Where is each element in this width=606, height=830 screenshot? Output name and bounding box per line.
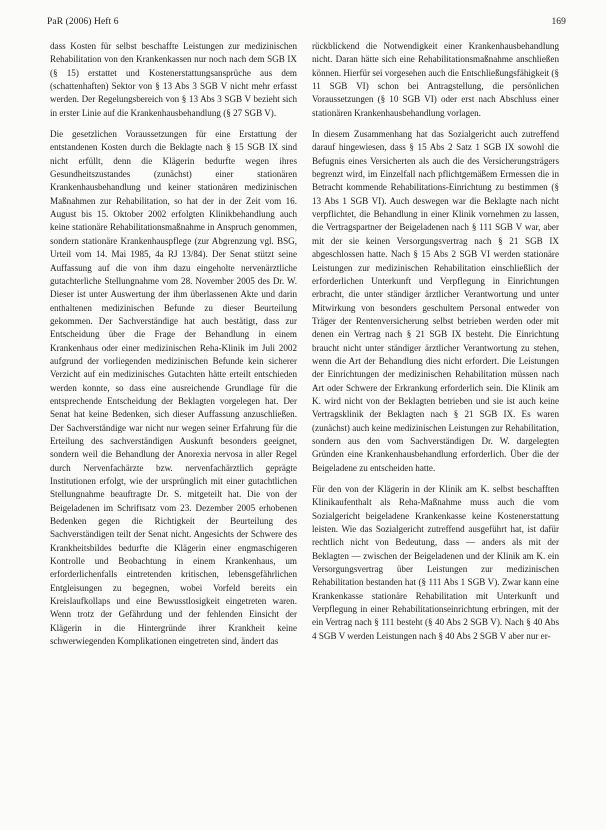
paragraph: In diesem Zusammenhang hat das Sozialgericht auch zutreffend darauf hingewiesen, dass § 15 Abs 2 Satz 1 SGB IX sowohl die Befugnis eines Versicherten als auch die des Versicherungsträgers begrenzt wird, im Einzelfall nach pflichtgemäßem Ermessen die in Betracht kommende Rehabilitations-Einrichtung zu bestimmen (§ 13 Abs 1 SGB VI). Auch deswegen war die Beklagte nach nicht verpflichtet, die Behandlung in einer Klinik vornehmen zu lassen, die Vertragspartner der Beigeladenen nach § 111 SGB V war, aber mit der sie keinen Versorgungsvertrag nach § 21 SGB IX abgeschlossen hatte. Nach § 15 Abs 2 SGB VI werden stationäre Leistungen zur medizinischen Rehabilitation einschließlich der erforderlichen Unterkunft und Verpflegung in Einrichtungen erbracht, die unter ständiger ärztlicher Verantwortung und unter Mitwirkung von besonders geschultem Personal entweder von Träger der Rentenversicherung selbst betrieben werden oder mit denen ein Vertrag nach § 21 SGB IX besteht. Die Einrichtung braucht nicht unter ständiger ärztlicher Verantwortung zu stehen, wenn die Art der Behandlung dies nicht erfordert. Die Leistungen der Einrichtungen der medizinischen Rehabilitation müssen nach Art oder Schwere der Erkrankung erforderlich sein. Die Klinik am K. wird nicht von der Beklagten betrieben und sie ist auch keine Vertragsklinik der Beklagten nach § 21 SGB IX. Es waren (zunächst) auch keine medizinischen Leistungen zur Rehabilitation, sondern aus den vom Sachverständigen Dr. W. dargelegten Gründen eine Krankenhausbehandlung erforderlich. Über die der Beigeladene zu entscheiden hatte. [312, 129, 559, 473]
left-column [50, 40, 297, 654]
right-column [312, 40, 559, 649]
page-number: 169 [551, 17, 566, 27]
paragraph: Die gesetzlichen Voraussetzungen für eine Erstattung der entstandenen Kosten durch die Beklagte nach § 15 SGB IX sind nicht erfüllt, denn die Klägerin bedurfte wegen ihres Gesundheitszustandes (zunächst) einer stationären Krankenhausbehandlung und keiner stationären medizinischen Maßnahmen zur Rehabilitation, so hat der in der Zeit vom 16. August bis 15. Oktober 2002 erfolgten Klinikbehandlung auch keine stationäre Rehabilitationsmaßnahme in Anspruch genommen, sondern stationäre Krankenhauspflege (zur Abgrenzung vgl. BSG, Urteil vom 14. Mai 1985, 4a RJ 13/84). Der Senat stützt seine Auffassung auf die von ihm dazu eingeholte nervenärztliche gutachterliche Stellungnahme vom 28. November 2005 des Dr. W. Dieser ist unter Auswertung der ihm überlassenen Akte und darin enthaltenen medizinischen Befunde zu dieser Beurteilung gekommen. Der Sachverständige hat auch bestätigt, dass zur Entscheidung über die Frage der Behandlung in einem Krankenhaus oder einer medizinischen Reha-Klinik im Juli 2002 aufgrund der vorliegenden medizinischen Befunde kein sicherer Verzicht auf ein medizinisches Gutachten hätte erteilt entschieden werden konnte, so dass eine ausreichende Grundlage für die entsprechende Entscheidung der Beklagten vorgelegen hat. Der Senat hat keine Bedenken, sich dieser Auffassung anzuschließen. Der Sachverständige war nicht nur wegen seiner Erfahrung für die Erteilung des sachverständigen Auskunft besonders geeignet, sondern weil die Behandlung der Anorexia nervosa in aller Regel durch Nervenfachärzte bzw. nervenfachärztlich geprägte Institutionen erfolgt, wie der ursprünglich mit einer gutachtlichen Stellungnahme beauftragte Dr. S. mitgeteilt hat. Die von der Beigeladenen im Schriftsatz vom 23. Dezember 2005 erhobenen Bedenken gegen die Richtigkeit der Beurteilung des Sachverständigen teilt der Senat nicht. Angesichts der Schwere des Krankheitsbildes bedurfte die Klägerin einer engmaschigeren Kontrolle und Beobachtung in einem Krankenhaus, um erforderlichenfalls eintretenden kritischen, lebensgefährlichen Entgleisungen zu begegnen, wobei Vorfeld bereits ein Kreislaufkollaps und eine Bewusstlosigkeit eingetreten waren. Wenn trotz der Gefährdung und der fehlenden Einsicht der Klägerin in die Hintergründe ihrer Krankheit keine schwerwiegenden Komplikationen eingetreten sind, ändert das [50, 129, 297, 647]
paragraph: rückblickend die Notwendigkeit einer Krankenhausbehandlung nicht. Daran hätte sich eine Rehabilitationsmaßnahme anschließen können. Hierfür sei vorgesehen auch die Entschließungsfähigkeit (§ 11 SGB VI) schon bei Antragstellung, die persönlichen Voraussetzungen (§ 10 SGB VI) oder erst nach Abschluss einer stationären Krankenhausbehandlung vorlagen. [312, 41, 559, 118]
paragraph: dass Kosten für selbst beschaffte Leistungen zur medizinischen Rehabilitation von den Krankenkassen nur noch nach dem SGB IX (§ 15) erstattet und Kostenerstattungsansprüche aus dem (schattenhaften) Sektor von § 13 Abs 3 SGB V nicht mehr erfasst werden. Der Regelungsbereich von § 13 Abs 3 SGB V bezieht sich in erster Linie auf die Krankenhausbehandlung (§ 27 SGB V). [50, 41, 297, 118]
journal-reference: PaR (2006) Heft 6 [47, 17, 119, 27]
paragraph: Für den von der Klägerin in der Klinik am K. selbst beschafften Klinikaufenthalt als Reha-Maßnahme muss auch die vom Sozialgericht beigeladene Krankenkasse keine Kostenerstattung leisten. Wie das Sozialgericht zutreffend ausgeführt hat, ist dafür rechtlich nicht von Bedeutung, dass — anders als mit der Beklagten — zwischen der Beigeladenen und der Klinik am K. ein Versorgungsvertrag über Leistungen zur medizinischen Rehabilitation bestanden hat (§ 111 Abs 1 SGB V). Zwar kann eine Krankenkasse stationäre Rehabilitation mit Unterkunft und Verpflegung in einer Rehabilitationseinrichtung erbringen, mit der ein Vertrag nach § 111 besteht (§ 40 Abs 2 SGB V). Nach § 40 Abs 4 SGB V werden Leistungen nach § 40 Abs 2 SGB V aber nur er- [312, 484, 559, 641]
page-header [47, 14, 566, 30]
